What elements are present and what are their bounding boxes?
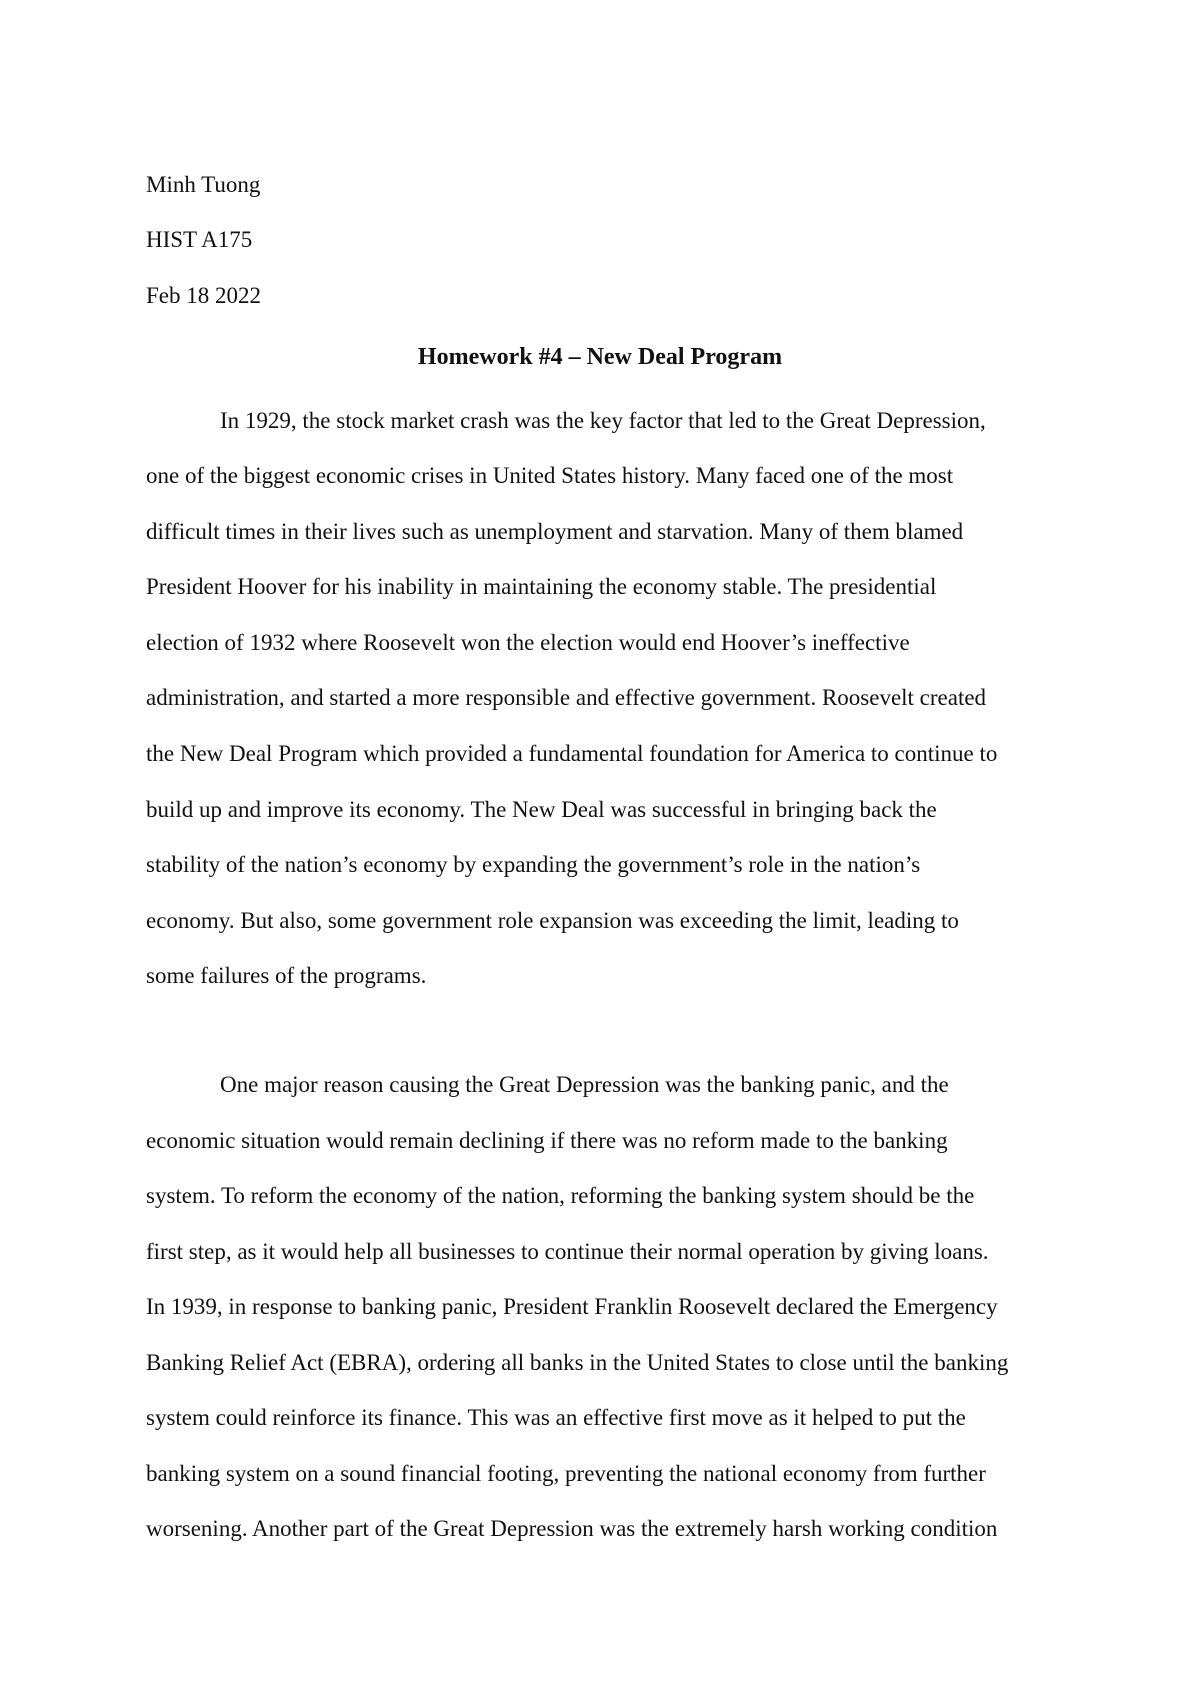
paragraph-line: difficult times in their lives such as unemployment and starvation. Many of them blamed [146, 519, 964, 544]
document-date: Feb 18 2022 [146, 283, 261, 308]
course-code: HIST A175 [146, 227, 253, 252]
paragraph-line: system could reinforce its finance. This was an effective first move as it helped to put the [146, 1405, 966, 1430]
document-title: Homework #4 – New Deal Program [417, 344, 783, 370]
paragraph-line: economic situation would remain declining if there was no reform made to the banking [146, 1128, 948, 1153]
paragraph-line: build up and improve its economy. The New Deal was successful in bringing back the [146, 797, 937, 822]
paragraph-line: election of 1932 where Roosevelt won the election would end Hoover’s ineffective [146, 630, 910, 655]
paragraph-line: Banking Relief Act (EBRA), ordering all banks in the United States to close until the banking [146, 1350, 1009, 1375]
paragraph-line: administration, and started a more responsible and effective government. Roosevelt created [146, 685, 987, 710]
paragraph-line: President Hoover for his inability in maintaining the economy stable. The presidential [146, 574, 937, 599]
paragraph-line: In 1929, the stock market crash was the key factor that led to the Great Depression, [220, 408, 986, 433]
author-name: Minh Tuong [146, 172, 261, 197]
paragraph-line: economy. But also, some government role expansion was exceeding the limit, leading to [146, 908, 959, 933]
paragraph-line: banking system on a sound financial footing, preventing the national economy from further [146, 1461, 986, 1486]
paragraph-line: In 1939, in response to banking panic, President Franklin Roosevelt declared the Emergency [146, 1294, 998, 1319]
paragraph-line: one of the biggest economic crises in United States history. Many faced one of the most [146, 463, 954, 488]
paragraph-line: some failures of the programs. [146, 963, 427, 988]
paragraph-line: worsening. Another part of the Great Depression was the extremely harsh working condition [146, 1516, 998, 1541]
paragraph-line: first step, as it would help all businesses to continue their normal operation by giving loans. [146, 1239, 989, 1264]
paragraph-line: stability of the nation’s economy by expanding the government’s role in the nation’s [146, 852, 921, 877]
paragraph-line: the New Deal Program which provided a fundamental foundation for America to continue to [146, 741, 998, 766]
paragraph-line: One major reason causing the Great Depression was the banking panic, and the [220, 1072, 949, 1097]
paragraph-line: system. To reform the economy of the nation, reforming the banking system should be the [146, 1183, 975, 1208]
